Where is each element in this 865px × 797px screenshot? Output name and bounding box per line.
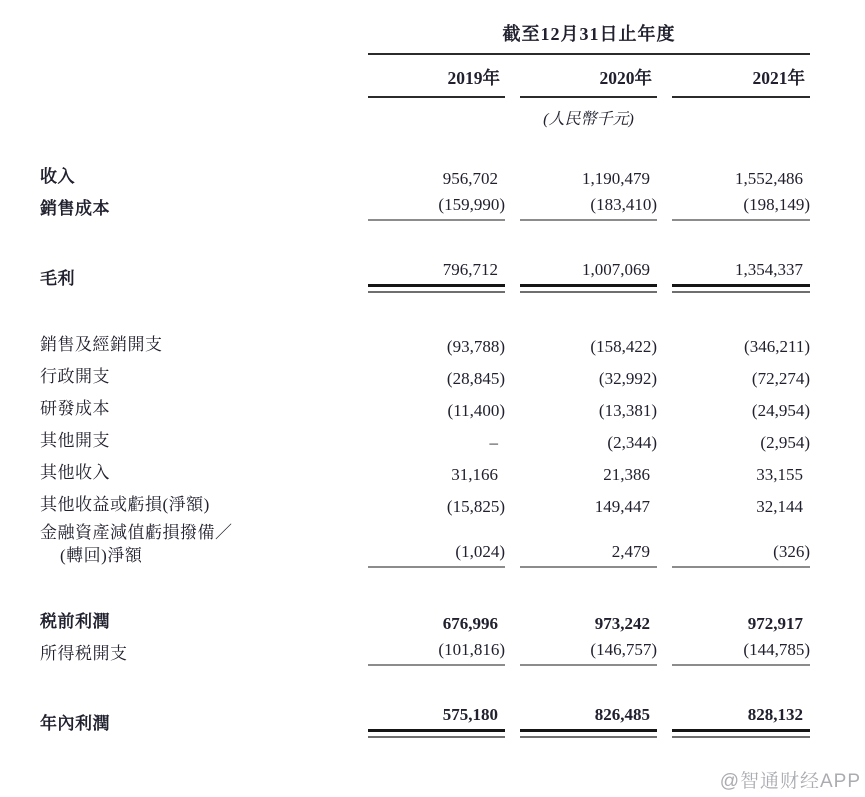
value-cell [368,496,505,521]
double-rule-line [672,284,810,293]
value-cell [520,464,657,489]
value-cell [672,496,810,521]
row-label [40,429,353,457]
value-text: – [489,433,498,452]
row-label-line1: 年內利潤 [40,714,110,733]
value-cell [520,496,657,521]
row-label [40,712,353,740]
value-cell [672,704,810,740]
row-label-line1: 收入 [40,167,75,186]
row-label [40,197,353,225]
table-row [40,638,812,670]
single-rule-line [368,566,505,570]
value-cell [520,259,657,295]
value-cell [672,464,810,489]
value-cell [368,464,505,489]
value-text: (346,211) [744,337,810,356]
value-cell [672,400,810,425]
value-cell [368,432,505,457]
value-cell [672,639,810,670]
value-cell [368,639,505,670]
value-cell [672,613,810,638]
row-label-line1: 銷售成本 [40,199,110,218]
value-cell [672,336,810,361]
row-label-line1: 所得税開支 [40,644,128,663]
value-cell [672,368,810,393]
row-label [40,165,353,193]
table-row [40,521,812,572]
value-text: (158,422) [590,337,657,356]
value-text: (15,825) [446,497,505,516]
value-cell [672,432,810,457]
value-cell [520,336,657,361]
value-cell [368,400,505,425]
value-text: 796,712 [442,260,498,279]
value-text: (13,381) [598,401,657,420]
value-text: (32,992) [598,369,657,388]
row-label-line1: 金融資產減值虧損撥備／ [40,523,233,542]
period-header: 截至12月31日止年度 [368,20,810,55]
row-label [40,333,353,361]
value-cell [368,704,505,740]
value-cell [368,259,505,295]
table-row [40,361,812,393]
value-text: (11,400) [447,401,505,420]
row-label [40,267,353,295]
row-label-line1: 行政開支 [40,367,110,386]
value-text: (159,990) [438,195,505,214]
row-label [40,397,353,425]
year-header-row [40,65,812,98]
single-rule-line [520,566,657,570]
row-label [40,461,353,489]
table-row [40,161,812,193]
value-text: (144,785) [743,640,810,659]
value-cell [368,336,505,361]
table-row [40,606,812,638]
table-row [40,193,812,225]
value-cell [520,194,657,225]
single-rule-line [368,664,505,668]
single-rule-line [520,219,657,223]
single-rule-line [520,664,657,668]
row-label [40,521,353,572]
value-cell [520,368,657,393]
value-text: 31,166 [451,465,498,484]
currency-unit-note: (人民幣千元) [543,111,634,128]
value-text: (72,274) [751,369,810,388]
table-row [40,704,812,740]
value-text: (2,344) [607,433,657,452]
table-row [40,489,812,521]
row-label [40,365,353,393]
value-text: (101,816) [438,640,505,659]
value-text: (1,024) [455,542,505,561]
row-label-line1: 研發成本 [40,399,110,418]
value-text: 956,702 [442,169,498,188]
value-text: 32,144 [756,497,803,516]
table-row [40,329,812,361]
single-rule-line [672,566,810,570]
value-cell [368,541,505,572]
value-text: 972,917 [747,614,803,633]
double-rule-line [672,729,810,738]
value-cell [520,613,657,638]
double-rule-line [368,729,505,738]
value-cell [520,639,657,670]
column-header-2019: 2019年 [368,65,505,98]
double-rule-line [520,729,657,738]
value-text: 1,552,486 [735,169,803,188]
value-text: (146,757) [590,640,657,659]
row-label-line1: 毛利 [40,269,75,288]
value-cell [520,432,657,457]
watermark: @智通财经APP [719,771,861,792]
value-text: 828,132 [747,705,803,724]
value-text: 2,479 [611,542,650,561]
value-cell [368,368,505,393]
value-text: (183,410) [590,195,657,214]
row-label-line2: (轉回)淨額 [60,546,143,565]
value-cell [672,541,810,572]
double-rule-line [368,284,505,293]
row-label-line1: 其他收入 [40,463,110,482]
row-label-line1: 其他開支 [40,431,110,450]
value-text: 21,386 [603,465,650,484]
value-text: 575,180 [442,705,498,724]
value-text: (2,954) [760,433,810,452]
income-statement-table [40,20,812,740]
value-cell [520,541,657,572]
value-text: 826,485 [594,705,650,724]
row-label-line1: 銷售及經銷開支 [40,335,163,354]
row-label [40,493,353,521]
value-cell [520,704,657,740]
value-text: 149,447 [594,497,650,516]
value-text: 973,242 [594,614,650,633]
value-cell [672,259,810,295]
table-row [40,457,812,489]
row-label [40,642,353,670]
table-row [40,425,812,457]
single-rule-line [672,219,810,223]
value-cell [368,613,505,638]
single-rule-line [368,219,505,223]
currency-unit-row [40,98,812,129]
table-row [40,259,812,295]
value-text: 1,190,479 [582,169,650,188]
value-text: (198,149) [743,195,810,214]
value-cell [368,194,505,225]
value-text: 676,996 [442,614,498,633]
value-cell [520,168,657,193]
table-row [40,393,812,425]
value-text: (24,954) [751,401,810,420]
value-text: 33,155 [756,465,803,484]
single-rule-line [672,664,810,668]
row-label [40,610,353,638]
value-text: (93,788) [446,337,505,356]
row-label-line1: 税前利潤 [40,612,110,631]
column-header-2020: 2020年 [520,65,657,98]
column-header-2021: 2021年 [672,65,810,98]
double-rule-line [520,284,657,293]
value-text: (28,845) [446,369,505,388]
value-text: 1,007,069 [582,260,650,279]
value-cell [672,168,810,193]
row-label-line1: 其他收益或虧損(淨額) [40,495,210,514]
table-body [40,161,812,740]
value-text: 1,354,337 [735,260,803,279]
value-cell [672,194,810,225]
value-text: (326) [773,542,810,561]
value-cell [368,168,505,193]
empty-label-cell [40,93,353,98]
value-cell [520,400,657,425]
